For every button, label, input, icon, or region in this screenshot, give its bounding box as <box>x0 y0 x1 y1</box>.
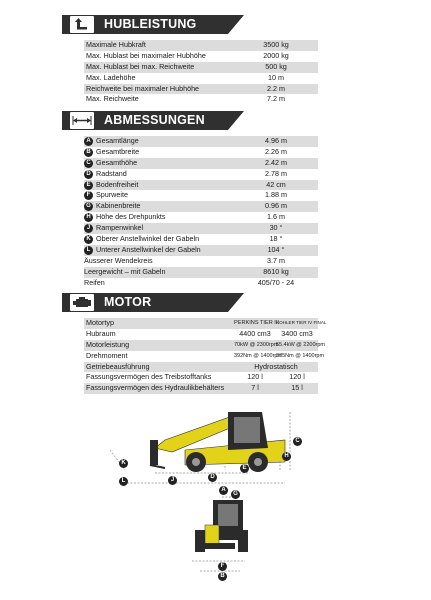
diagram-letter-badge: A <box>219 486 228 495</box>
dimension-letter-badge: E <box>84 181 93 190</box>
row-label: Höhe des Drehpunkts <box>96 212 166 222</box>
row-label: Reichweite bei maximaler Hubhöhe <box>86 83 200 93</box>
section-title-engine: MOTOR <box>104 295 152 309</box>
row-label: Oberer Anstellwinkel der Gabeln <box>96 234 200 244</box>
diagram-letter-badge: L <box>119 477 128 486</box>
row-label: Max. Ladehöhe <box>86 72 136 82</box>
row-value: 2.78 m <box>265 168 287 178</box>
engine-col2-header: KOHLER TIER IV FINAL <box>276 320 327 325</box>
row-label: Kabinenbreite <box>96 201 141 211</box>
diagram-letter-badge: F <box>218 562 227 571</box>
front-view <box>192 497 248 571</box>
row-value-col1: 7 l <box>251 383 259 393</box>
row-value-col1: 120 l <box>247 372 263 382</box>
row-label: Rampenwinkel <box>96 223 144 233</box>
diagram-letter-badge: C <box>293 437 302 446</box>
row-label: Spurweite <box>96 190 128 200</box>
row-label: Getriebeausführung <box>86 361 150 371</box>
row-value-col2: 120 l <box>289 372 305 382</box>
row-value: 1.88 m <box>265 190 287 200</box>
row-value: 1.6 m <box>267 212 285 222</box>
dimension-letter-badge: A <box>84 137 93 146</box>
row-value: 405/70 - 24 <box>257 277 295 287</box>
row-value-col1: 70kW @ 2300rpm <box>234 341 279 348</box>
row-value: 7.2 m <box>267 94 285 104</box>
row-value: 18 ° <box>269 234 283 244</box>
row-label: Hubraum <box>86 328 116 338</box>
row-value: 104 ° <box>267 244 285 254</box>
row-value: 2.26 m <box>265 146 287 156</box>
row-value: 2.2 m <box>267 83 285 93</box>
row-label: Gesamtbreite <box>96 146 140 156</box>
row-value: 500 kg <box>265 61 287 71</box>
dimension-letter-badge: B <box>84 148 93 157</box>
dimension-letter-badge: J <box>84 224 93 233</box>
row-label: Motorleistung <box>86 339 130 349</box>
row-label: Äusserer Wendekreis <box>84 255 153 265</box>
section-title-dimensions: ABMESSUNGEN <box>104 113 205 127</box>
row-value: 0.96 m <box>265 201 287 211</box>
diagram-letter-badge: K <box>119 459 128 468</box>
row-value-col2: 3400 cm3 <box>281 328 313 338</box>
row-label: Max. Reichweite <box>86 94 139 104</box>
row-value: Hydrostatisch <box>254 361 298 371</box>
row-label: Unterer Anstellwinkel der Gabeln <box>96 244 201 254</box>
row-label: Leergewicht – mit Gabeln <box>84 266 166 276</box>
row-label: Maximale Hubkraft <box>86 40 146 49</box>
row-value: 2.42 m <box>265 157 287 167</box>
diagram-letter-badge: H <box>282 452 291 461</box>
row-label: Gesamtlänge <box>96 136 139 145</box>
row-label: Max. Hublast bei maximaler Hubhöhe <box>86 50 206 60</box>
row-value: 8610 kg <box>263 266 289 276</box>
diagram-letter-badge: E <box>240 464 249 473</box>
row-label: Gesamthöhe <box>96 157 138 167</box>
dimension-letter-badge: L <box>84 246 93 255</box>
row-label: Reifen <box>84 277 105 287</box>
diagram-letter-badge: J <box>168 476 177 485</box>
row-value: 2000 kg <box>263 50 289 60</box>
row-label: Max. Hublast bei max. Reichweite <box>86 61 195 71</box>
dimension-letter-badge: H <box>84 213 93 222</box>
dimension-letter-badge: F <box>84 191 93 200</box>
row-label: Fassungsvermögen des Hydraulikbehälters <box>86 383 225 393</box>
row-label: Fassungsvermögen des Treibstofftanks <box>86 372 212 382</box>
row-value-col2: 55.4kW @ 2200rpm <box>276 341 325 348</box>
row-value: 30 ° <box>269 223 283 233</box>
engine-col1-header: PERKINS TIER III <box>234 320 279 326</box>
row-value: 3.7 m <box>267 255 285 265</box>
side-view <box>110 412 290 483</box>
row-value-col2: 375Nm @ 1400rpm <box>276 352 325 359</box>
row-value: 10 m <box>268 72 284 82</box>
dimension-letter-badge: K <box>84 235 93 244</box>
row-label: Drehmoment <box>86 350 128 360</box>
diagram-letter-badge: D <box>208 473 217 482</box>
row-label: Bodenfreiheit <box>96 179 139 189</box>
diagram-letter-badge: G <box>231 490 240 499</box>
section-title-lifting: HUBLEISTUNG <box>104 17 197 31</box>
dimension-letter-badge: C <box>84 159 93 168</box>
diagram-letter-badge: B <box>218 572 227 581</box>
row-value-col2: 15 l <box>291 383 303 393</box>
row-value: 4.96 m <box>265 136 287 145</box>
row-value: 42 cm <box>266 179 286 189</box>
row-label: Motortyp <box>86 318 114 327</box>
dimension-letter-badge: G <box>84 202 93 211</box>
row-value-col1: 4400 cm3 <box>239 328 271 338</box>
row-label: Radstand <box>96 168 127 178</box>
dimension-letter-badge: D <box>84 170 93 179</box>
row-value-col1: 392Nm @ 1400rpm <box>234 352 283 359</box>
row-value: 3500 kg <box>263 40 289 49</box>
